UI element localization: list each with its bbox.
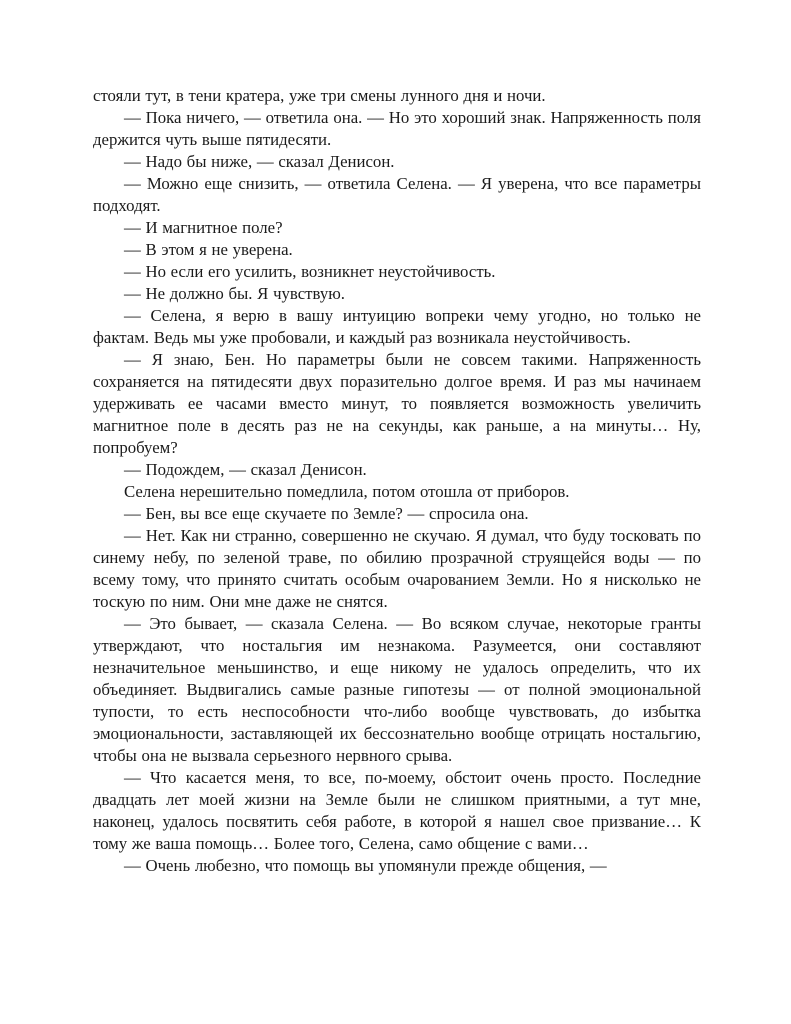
paragraph: — Пока ничего, — ответила она. — Но это хороший знак. Напряженность поля держится чуть выше пятидесяти. [93, 108, 701, 149]
paragraph: — Что касается меня, то все, по-моему, обстоит очень просто. Последние двадцать лет моей жизни на Земле были не слишком приятными, а тут мне, наконец, удалось посвятить себя работе, в которой я нашел свое призвание… К тому же ваша помощь… Более того, Селена, само общение с вами… [93, 768, 701, 853]
paragraph: стояли тут, в тени кратера, уже три смены лунного дня и ночи. [93, 86, 546, 105]
paragraph: — Очень любезно, что помощь вы упомянули прежде общения, — [124, 856, 607, 875]
paragraph: — И магнитное поле? [124, 218, 283, 237]
paragraph: — Не должно бы. Я чувствую. [124, 284, 345, 303]
paragraph: — Но если его усилить, возникнет неустойчивость. [124, 262, 496, 281]
paragraph: — Можно еще снизить, — ответила Селена. — Я уверена, что все параметры подходят. [93, 174, 701, 215]
paragraph: — Бен, вы все еще скучаете по Земле? — спросила она. [124, 504, 529, 523]
paragraph: Селена нерешительно помедлила, потом отошла от приборов. [124, 482, 570, 501]
paragraph: — Нет. Как ни странно, совершенно не скучаю. Я думал, что буду тосковать по синему небу, по зеленой траве, по обилию прозрачной струящейся воды — по всему тому, что принято считать особым очарованием Земли. Но я нисколько не тоскую по ним. Они мне даже не снятся. [93, 526, 701, 611]
page-text-column [93, 85, 701, 877]
paragraph: — Подождем, — сказал Денисон. [124, 460, 367, 479]
paragraph: — Надо бы ниже, — сказал Денисон. [124, 152, 395, 171]
paragraph: — Селена, я верю в вашу интуицию вопреки чему угодно, но только не фактам. Ведь мы уже пробовали, и каждый раз возникала неустойчивость. [93, 306, 701, 347]
paragraph: — Это бывает, — сказала Селена. — Во всяком случае, некоторые гранты утверждают, что ностальгия им незнакома. Разумеется, они составляют незначительное меньшинство, и еще никому не удалось определить, что их объединяет. Выдвигались самые разные гипотезы — от полной эмоциональной тупости, то есть неспособности что-либо вообще чувствовать, до избытка эмоциональности, заставляющей их бессознательно вообще отрицать ностальгию, чтобы она не вызвала серьезного нервного срыва. [93, 614, 701, 765]
paragraph: — В этом я не уверена. [124, 240, 293, 259]
paragraph: — Я знаю, Бен. Но параметры были не совсем такими. Напряженность сохраняется на пятидесяти двух поразительно долгое время. И раз мы начинаем удерживать ее часами вместо минут, то появляется возможность увеличить магнитное поле в десять раз не на секунды, как раньше, а на минуты… Ну, попробуем? [93, 350, 701, 457]
